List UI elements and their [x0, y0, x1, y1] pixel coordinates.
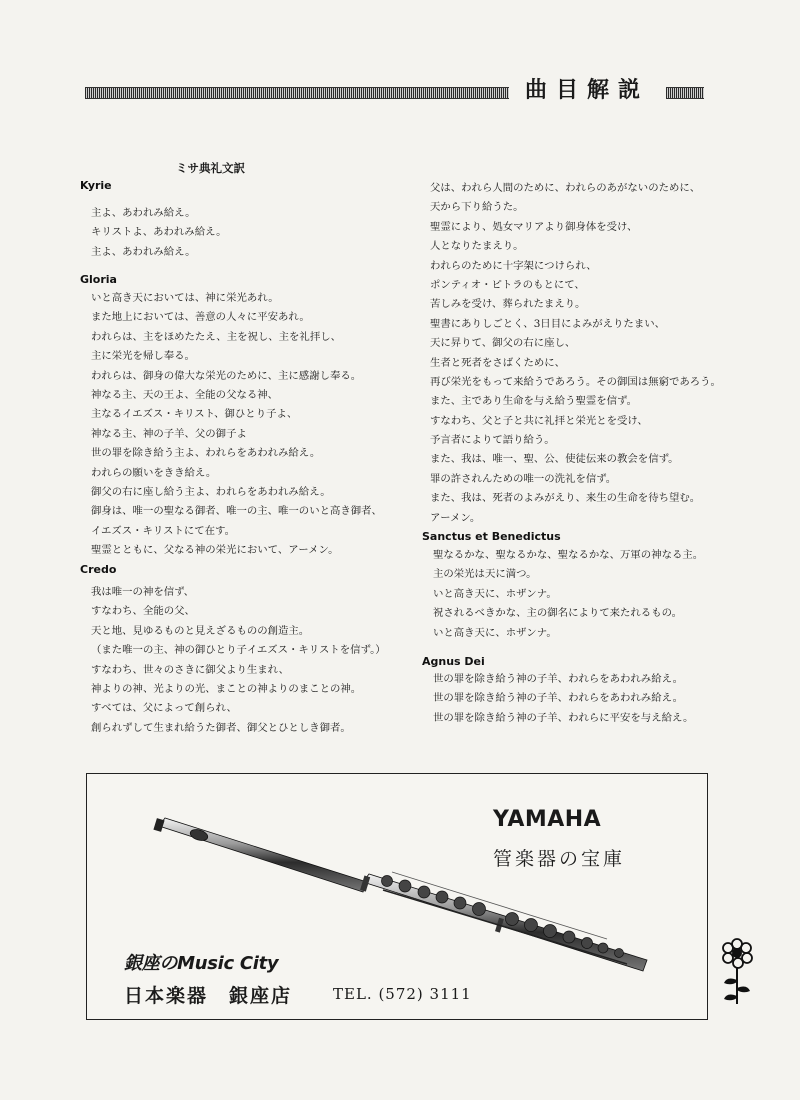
text-line: 罪の許されんための唯一の洗礼を信ず。	[430, 472, 617, 485]
text-line: また、我は、死者のよみがえり、来生の生命を待ち望む。	[430, 492, 701, 505]
text-line: 再び栄光をもって来給うであろう。その御国は無窮であろう。	[430, 375, 721, 388]
text-line: いと高き天に、ホザンナ。	[433, 587, 557, 600]
header-rule-left	[85, 87, 509, 99]
text-line: 人となりたまえり。	[430, 240, 524, 253]
text-line: また地上においては、善意の人々に平安あれ。	[91, 311, 310, 324]
text-line: 聖なるかな、聖なるかな、聖なるかな、万軍の神なる主。	[433, 549, 704, 561]
text-line: （また唯一の主、神の御ひとり子イエズス・キリストを信ず。）	[91, 644, 386, 657]
text-line: 天から下り給うた。	[430, 201, 524, 214]
text-line: 天と地、見ゆるものと見えざるものの創造主。	[91, 624, 310, 637]
text-line: 世の罪を除き給う神の子羊、われらをあわれみ給え。	[433, 673, 683, 685]
text-line: すなわち、父と子と共に礼拝と栄光とを受け、	[430, 414, 648, 427]
heading-sanctus: Sanctus et Benedictus	[422, 530, 561, 543]
text-line: 神なる主、天の王よ、全能の父なる神、	[91, 388, 279, 401]
text-line: 主の栄光は天に満つ。	[433, 568, 537, 581]
text-line: 祝されるべきかな、主の御名によりて来たれるもの。	[433, 607, 682, 620]
heading-credo: Credo	[80, 563, 117, 576]
gloria-text	[91, 289, 382, 560]
text-line: われらのために十字架につけられ、	[430, 259, 597, 272]
yamaha-advertisement	[86, 773, 708, 1020]
text-line: いと高き天に、ホザンナ。	[433, 626, 557, 639]
header-rule-right	[666, 87, 704, 99]
text-line: 予言者によりて語り給う。	[430, 434, 555, 447]
heading-agnus-dei: Agnus Dei	[422, 655, 485, 668]
brand-name: YAMAHA	[493, 807, 602, 832]
ad-tagline: 管楽器の宝庫	[493, 848, 626, 870]
store-telephone: TEL. (572) 3111	[333, 985, 472, 1003]
text-line: 神よりの神、光よりの光、まことの神よりのまことの神。	[91, 682, 362, 695]
text-line: 主よ、あわれみ給え。	[91, 245, 196, 258]
heading-kyrie: Kyrie	[80, 179, 112, 192]
store-name: 日本楽器 銀座店	[124, 985, 293, 1007]
text-line: 生者と死者をさばくために、	[430, 356, 566, 369]
text-line: 世の罪を除き給う神の子羊、われらをあわれみ給え。	[433, 692, 683, 705]
text-line: われらは、主をほめたたえ、主を祝し、主を礼拝し、	[91, 330, 341, 343]
text-line: いと高き天においては、神に栄光あれ。	[91, 292, 279, 304]
text-line: アーメン。	[430, 511, 481, 524]
text-line: 苦しみを受け、葬られたまえり。	[430, 298, 586, 311]
credo-continued-text	[430, 179, 721, 528]
store-slogan: 銀座のMusic City	[124, 953, 279, 974]
text-line: 主なるイエズス・キリスト、御ひとり子よ、	[91, 408, 298, 421]
text-line: 世の罪を除き給う神の子羊、われらに平安を与え給え。	[433, 711, 694, 724]
text-line: ポンティオ・ピトラのもとにて、	[430, 278, 585, 291]
text-line: 創られずして生まれ給うた御者、御父とひとしき御者。	[91, 721, 351, 734]
text-line: すなわち、世々のさきに御父より生まれ、	[91, 663, 290, 676]
text-line: 御父の右に座し給う主よ、われらをあわれみ給え。	[91, 485, 331, 498]
text-line: 天に昇りて、御父の右に座し、	[430, 337, 576, 350]
text-line: 父は、われら人間のために、われらのあがないのために、	[430, 182, 701, 194]
text-line: イエズス・キリストにて在す。	[91, 524, 236, 537]
text-line: われらは、御身の偉大な栄光のために、主に感謝し奉る。	[91, 369, 362, 382]
section-subtitle: ミサ典礼文訳	[176, 161, 245, 175]
text-line: 世の罪を除き給う主よ、われらをあわれみ給え。	[91, 447, 321, 460]
agnus-dei-text	[433, 670, 693, 728]
text-line: 主よ、あわれみ給え。	[91, 207, 196, 219]
text-line: また、主であり生命を与え給う聖霊を信ず。	[430, 395, 637, 408]
text-line: 神なる主、神の子羊、父の御子よ	[91, 427, 247, 440]
text-line: すなわち、全能の父、	[91, 605, 195, 618]
page-title: 曲目解説	[524, 78, 649, 103]
text-line: 我は唯一の神を信ず、	[91, 586, 195, 598]
heading-gloria: Gloria	[80, 273, 117, 286]
text-line: われらの願いをきき給え。	[91, 466, 217, 479]
text-line: 聖霊により、処女マリアより御身体を受け、	[430, 220, 638, 233]
credo-text	[91, 583, 386, 738]
text-line: また、我は、唯一、聖、公、使徒伝来の教会を信ず。	[430, 453, 679, 466]
text-line: キリストよ、あわれみ給え。	[91, 226, 227, 239]
kyrie-text	[91, 204, 227, 262]
text-line: 聖霊とともに、父なる神の栄光において、アーメン。	[91, 544, 339, 557]
text-line: 聖書にありしごとく、3日目によみがえりたまい、	[430, 317, 665, 330]
text-line: 御身は、唯一の聖なる御者、唯一の主、唯一のいと高き御者、	[91, 505, 382, 518]
text-line: 主に栄光を帰し奉る。	[91, 350, 195, 363]
text-line: すべては、父によって創られ、	[91, 702, 237, 715]
sanctus-text	[433, 546, 703, 643]
flower-ornament	[719, 936, 755, 1006]
